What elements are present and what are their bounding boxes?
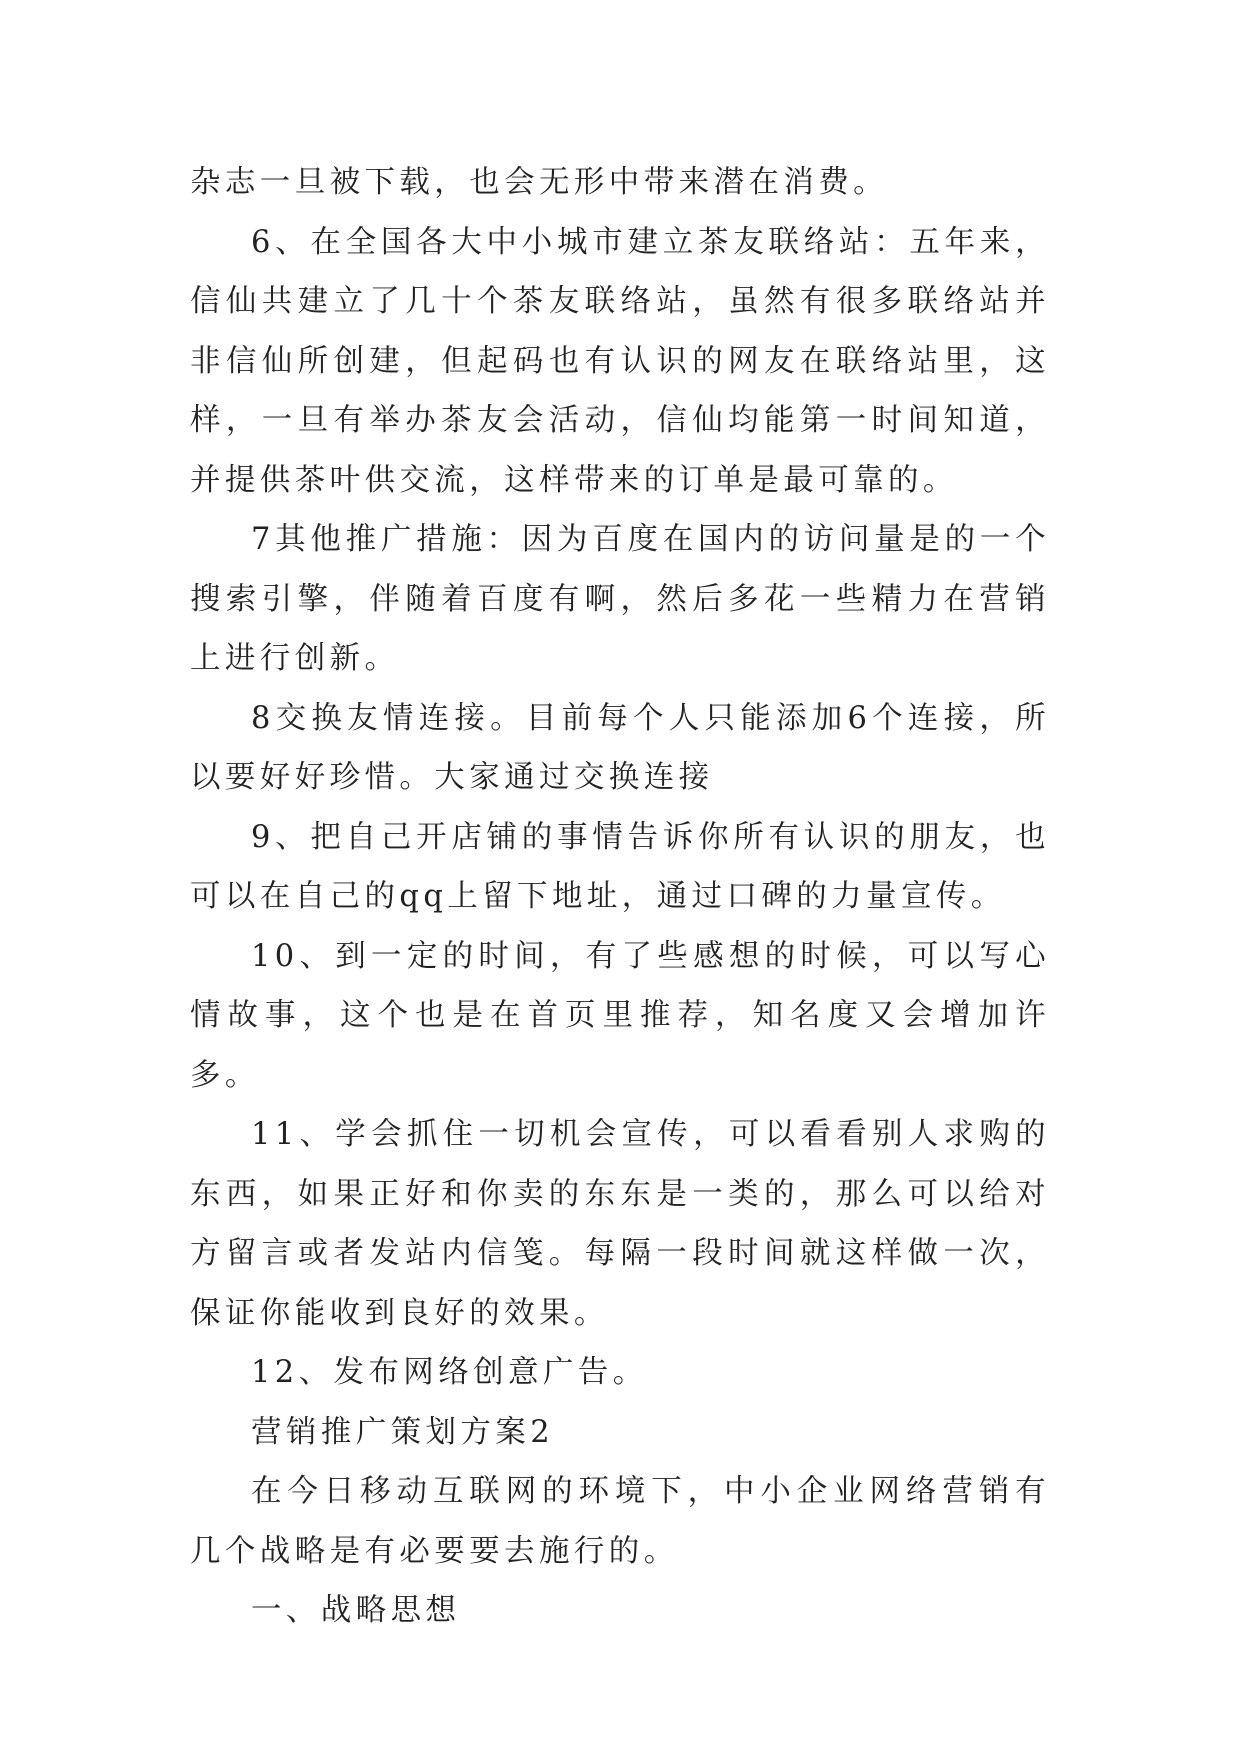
paragraph-intro: 在今日移动互联网的环境下，中小企业网络营销有几个战略是有必要要去施行的。	[190, 1474, 1050, 1569]
paragraph-item-12: 12、发布网络创意广告。	[251, 1355, 648, 1390]
paragraph-item-11: 11、学会抓住一切机会宣传，可以看看别人求购的东西，如果正好和你卖的东东是一类的，那么可以给对方留言或者发站内信笺。每隔一段时间就这样做一次，保证你能收到良好的效果。	[190, 1117, 1050, 1331]
paragraph-item-6: 6、在全国各大中小城市建立茶友联络站：五年来，信仙共建立了几十个茶友联络站，虽然有很多联络站并非信仙所创建，但起码也有认识的网友在联络站里，这样，一旦有举办茶友会活动，信仙均能第一时间知道，并提供茶叶供交流，这样带来的订单是最可靠的。	[190, 224, 1050, 498]
document-body	[190, 153, 1050, 1641]
paragraph-continuation: 杂志一旦被下载，也会无形中带来潜在消费。	[190, 165, 888, 200]
section-title: 营销推广策划方案2	[251, 1414, 555, 1450]
paragraph-item-8: 8交换友情连接。目前每个人只能添加6个连接，所以要好好珍惜。大家通过交换连接	[190, 700, 1050, 795]
paragraph-item-7: 7其他推广措施：因为百度在国内的访问量是的一个搜索引擎，伴随着百度有啊，然后多花一些精力在营销上进行创新。	[190, 522, 1050, 676]
paragraph-item-9: 9、把自己开店铺的事情告诉你所有认识的朋友，也可以在自己的qq上留下地址，通过口碑的力量宣传。	[190, 819, 1050, 914]
section-heading: 一、战略思想	[251, 1593, 461, 1628]
paragraph-item-10: 10、到一定的时间，有了些感想的时候，可以写心情故事，这个也是在首页里推荐，知名度又会增加许多。	[190, 938, 1050, 1093]
